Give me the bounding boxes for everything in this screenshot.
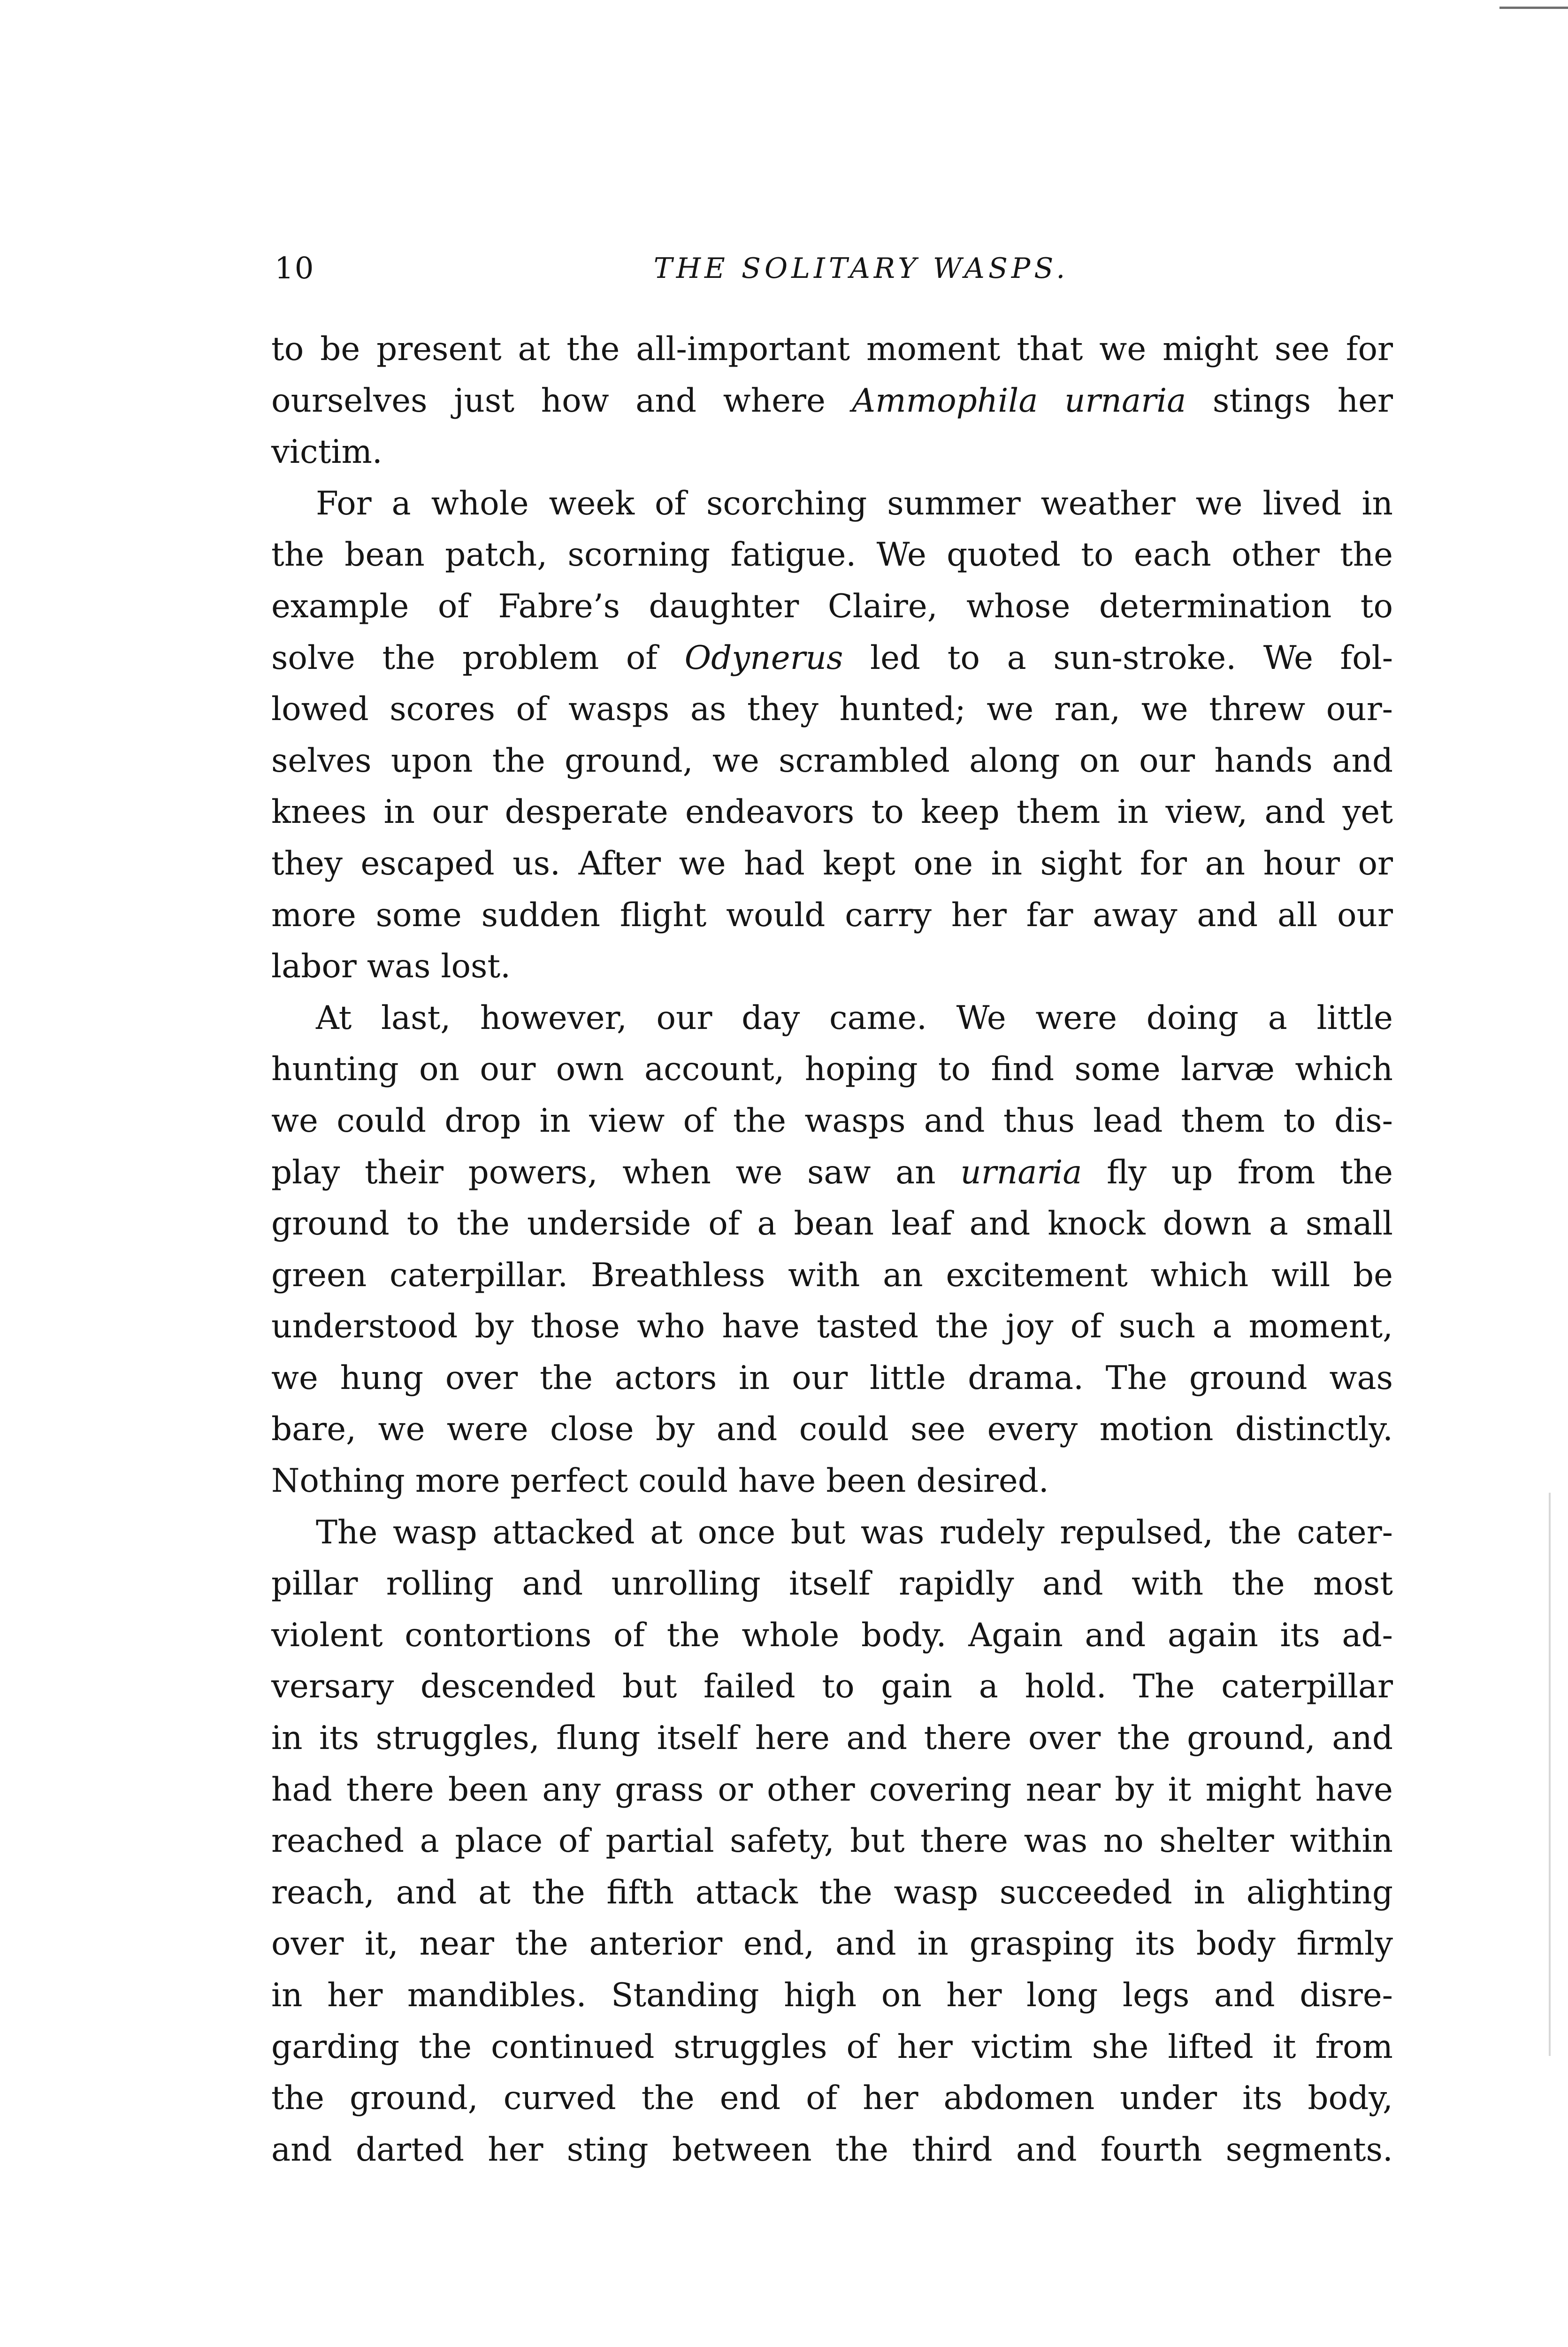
text-line: selves upon the ground, we scrambled along on our hands and bbox=[271, 742, 1393, 780]
text-line: hunting on our own account, hoping to find some larvæ which bbox=[271, 1051, 1393, 1089]
text-line: and darted her sting between the third and fourth segments. bbox=[271, 2131, 1393, 2169]
text-line: garding the continued struggles of her victim she lifted it from bbox=[271, 2028, 1393, 2066]
text-line: to be present at the all-important moment that we might see for bbox=[271, 330, 1393, 368]
text-line: victim. bbox=[271, 433, 382, 471]
text-line: over it, near the anterior end, and in grasping its body firmly bbox=[271, 1925, 1393, 1963]
text-line: in its struggles, flung itself here and there over the ground, and bbox=[271, 1719, 1393, 1757]
page-number: 10 bbox=[275, 251, 315, 286]
body-text bbox=[271, 324, 1393, 2176]
text-line: versary descended but failed to gain a hold. The caterpillar bbox=[271, 1668, 1393, 1706]
paragraph bbox=[271, 993, 1393, 1507]
text-line: knees in our desperate endeavors to keep them in view, and yet bbox=[271, 793, 1393, 831]
text-line: reached a place of partial safety, but there was no shelter within bbox=[271, 1822, 1393, 1860]
text-line: we could drop in view of the wasps and thus lead them to dis- bbox=[271, 1102, 1393, 1140]
text-line: Nothing more perfect could have been desired. bbox=[271, 1462, 1049, 1500]
text-line: lowed scores of wasps as they hunted; we ran, we threw our- bbox=[271, 690, 1393, 729]
text-line: green caterpillar. Breathless with an excitement which will be bbox=[271, 1256, 1393, 1294]
text-line: we hung over the actors in our little drama. The ground was bbox=[271, 1359, 1393, 1397]
page-header bbox=[275, 247, 1392, 290]
text-line: had there been any grass or other covering near by it might have bbox=[271, 1771, 1393, 1809]
text-line: more some sudden flight would carry her far away and all our bbox=[271, 896, 1393, 934]
page-edge-shadow bbox=[1549, 1493, 1551, 2056]
text-line: For a whole week of scorching summer weather we lived in bbox=[316, 484, 1393, 522]
text-line: in her mandibles. Standing high on her long legs and disre- bbox=[271, 1977, 1393, 2014]
text-line: reach, and at the fifth attack the wasp succeeded in alighting bbox=[271, 1873, 1393, 1911]
text-line: ourselves just how and where Ammophila urnaria stings her bbox=[271, 382, 1393, 420]
text-line: labor was lost. bbox=[271, 948, 511, 986]
text-line: bare, we were close by and could see every motion distinctly. bbox=[271, 1411, 1393, 1449]
text-line: they escaped us. After we had kept one in sight for an hour or bbox=[271, 844, 1393, 882]
paragraph bbox=[271, 1507, 1393, 2176]
text-line: example of Fabre’s daughter Claire, whose determination to bbox=[271, 587, 1393, 625]
text-line: The wasp attacked at once but was rudely repulsed, the cater- bbox=[316, 1513, 1393, 1551]
running-title: THE SOLITARY WASPS. bbox=[653, 252, 1069, 285]
paragraph bbox=[271, 324, 1393, 478]
scan-edge-mark bbox=[1499, 7, 1568, 9]
text-line: understood by those who have tasted the joy of such a moment, bbox=[271, 1308, 1393, 1346]
text-line: solve the problem of Odynerus led to a sun-stroke. We fol- bbox=[271, 639, 1393, 677]
text-line: pillar rolling and unrolling itself rapidly and with the most bbox=[271, 1565, 1393, 1603]
text-line: ground to the underside of a bean leaf and knock down a small bbox=[271, 1205, 1393, 1243]
text-line: At last, however, our day came. We were doing a little bbox=[316, 999, 1393, 1037]
paragraph bbox=[271, 478, 1393, 993]
text-line: the bean patch, scorning fatigue. We quoted to each other the bbox=[271, 536, 1393, 574]
text-line: violent contortions of the whole body. Again and again its ad- bbox=[271, 1616, 1393, 1654]
text-line: the ground, curved the end of her abdomen under its body, bbox=[271, 2079, 1393, 2117]
text-line: play their powers, when we saw an urnaria fly up from the bbox=[271, 1153, 1393, 1191]
